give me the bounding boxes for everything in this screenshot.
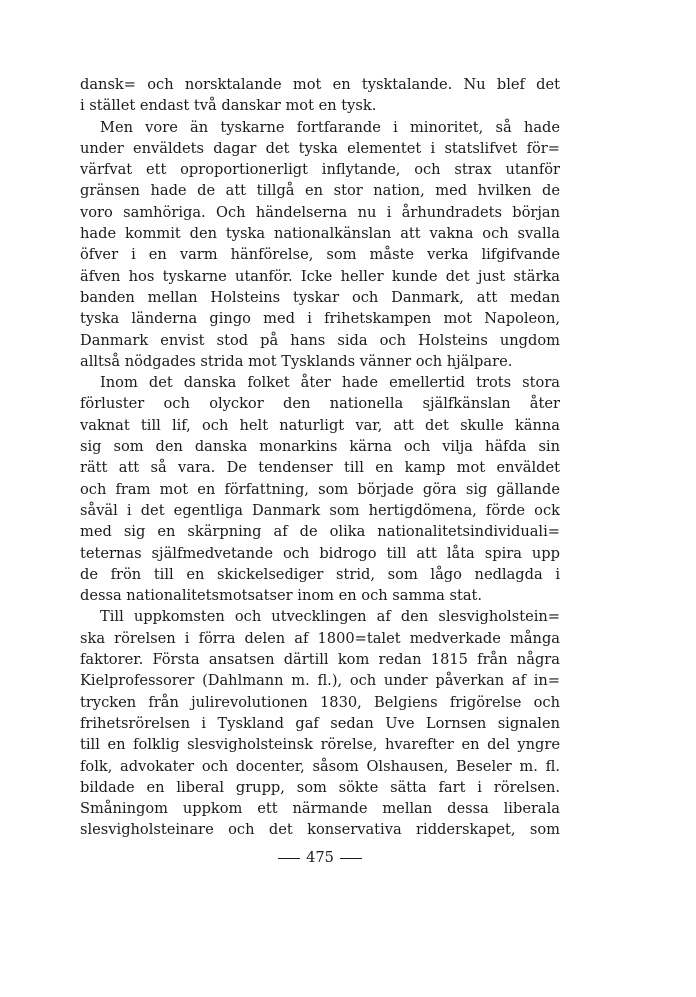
text-line: gränsen hade de att tillgå en stor nation, med hvilken de — [80, 182, 560, 200]
text-line: ska rörelsen i förra delen af 1800=talet medverkade många — [80, 629, 560, 647]
left-dash — [278, 858, 300, 859]
text-line: såväl i det egentliga Danmark som hertigdömena, förde ock — [80, 501, 560, 519]
text-line: bildade en liberal grupp, som sökte sätta fart i rörelsen. — [80, 778, 560, 796]
text-line: voro samhöriga. Och händelserna nu i århundradets början — [80, 203, 560, 221]
text-line: vaknat till lif, och helt naturligt var, att det skulle känna — [80, 416, 560, 434]
text-line: Småningom uppkom ett närmande mellan dessa liberala — [80, 800, 560, 818]
text-line: de frön till en skickelsediger strid, som lågo nedlagda i — [80, 565, 560, 583]
page-number: 475 — [306, 849, 334, 866]
text-line: dessa nationalitetsmotsatser inom en och samma stat. — [80, 587, 483, 605]
text-line: tyska länderna gingo med i frihetskampen mot Napoleon, — [80, 310, 560, 328]
text-line: under enväldets dagar det tyska elementet i statslifvet för= — [80, 139, 560, 157]
text-line: Till uppkomsten och utvecklingen af den slesvigholstein= — [100, 608, 560, 626]
text-line: banden mellan Holsteins tyskar och Danmark, att medan — [80, 288, 560, 306]
text-line: folk, advokater och docenter, såsom Olshausen, Beseler m. fl. — [80, 757, 560, 775]
text-line: alltså nödgades strida mot Tysklands vänner och hjälpare. — [80, 352, 513, 370]
text-line: faktorer. Första ansatsen därtill kom redan 1815 från några — [80, 651, 560, 669]
text-line: trycken från julirevolutionen 1830, Belgiens frigörelse och — [80, 693, 560, 711]
right-dash — [340, 858, 362, 859]
text-line: med sig en skärpning af de olika nationalitetsindividuali= — [80, 523, 560, 541]
text-line: sig som den danska monarkins kärna och vilja häfda sin — [80, 438, 560, 456]
text-line: Danmark envist stod på hans sida och Holsteins ungdom — [80, 331, 560, 349]
text-line: Men vore än tyskarne fortfarande i minoritet, så hade — [100, 118, 560, 136]
text-line: till en folklig slesvigholsteinsk rörelse, hvarefter en del yngre — [80, 736, 560, 754]
body-text — [80, 74, 560, 841]
text-line: teternas själfmedvetande och bidrogo till att låta spira upp — [80, 544, 560, 562]
text-line: äfven hos tyskarne utanför. Icke heller kunde det just stärka — [80, 267, 560, 285]
text-line: värfvat ett oproportionerligt inflytande, och strax utanför — [80, 161, 560, 179]
text-line: och fram mot en författning, som började göra sig gällande — [80, 480, 560, 498]
text-line: öfver i en varm hänförelse, som måste verka lifgifvande — [80, 246, 560, 264]
page-number-footer — [0, 848, 640, 868]
text-line: Inom det danska folket åter hade emellertid trots stora — [100, 374, 560, 392]
text-line: Kielprofessorer (Dahlmann m. fl.), och under påverkan af in= — [80, 672, 560, 690]
text-line: slesvigholsteinare och det konservativa ridderskapet, som — [80, 821, 560, 839]
text-line: hade kommit den tyska nationalkänslan att vakna och svalla — [80, 225, 560, 243]
text-line: frihetsrörelsen i Tyskland gaf sedan Uve Lornsen signalen — [80, 714, 560, 732]
text-line: förluster och olyckor den nationella själfkänslan åter — [80, 395, 560, 413]
text-line: dansk= och norsktalande mot en tysktalande. Nu blef det — [80, 76, 560, 93]
text-line: i stället endast två danskar mot en tysk. — [80, 97, 377, 115]
text-line: rätt att så vara. De tendenser till en kamp mot enväldet — [80, 459, 560, 477]
